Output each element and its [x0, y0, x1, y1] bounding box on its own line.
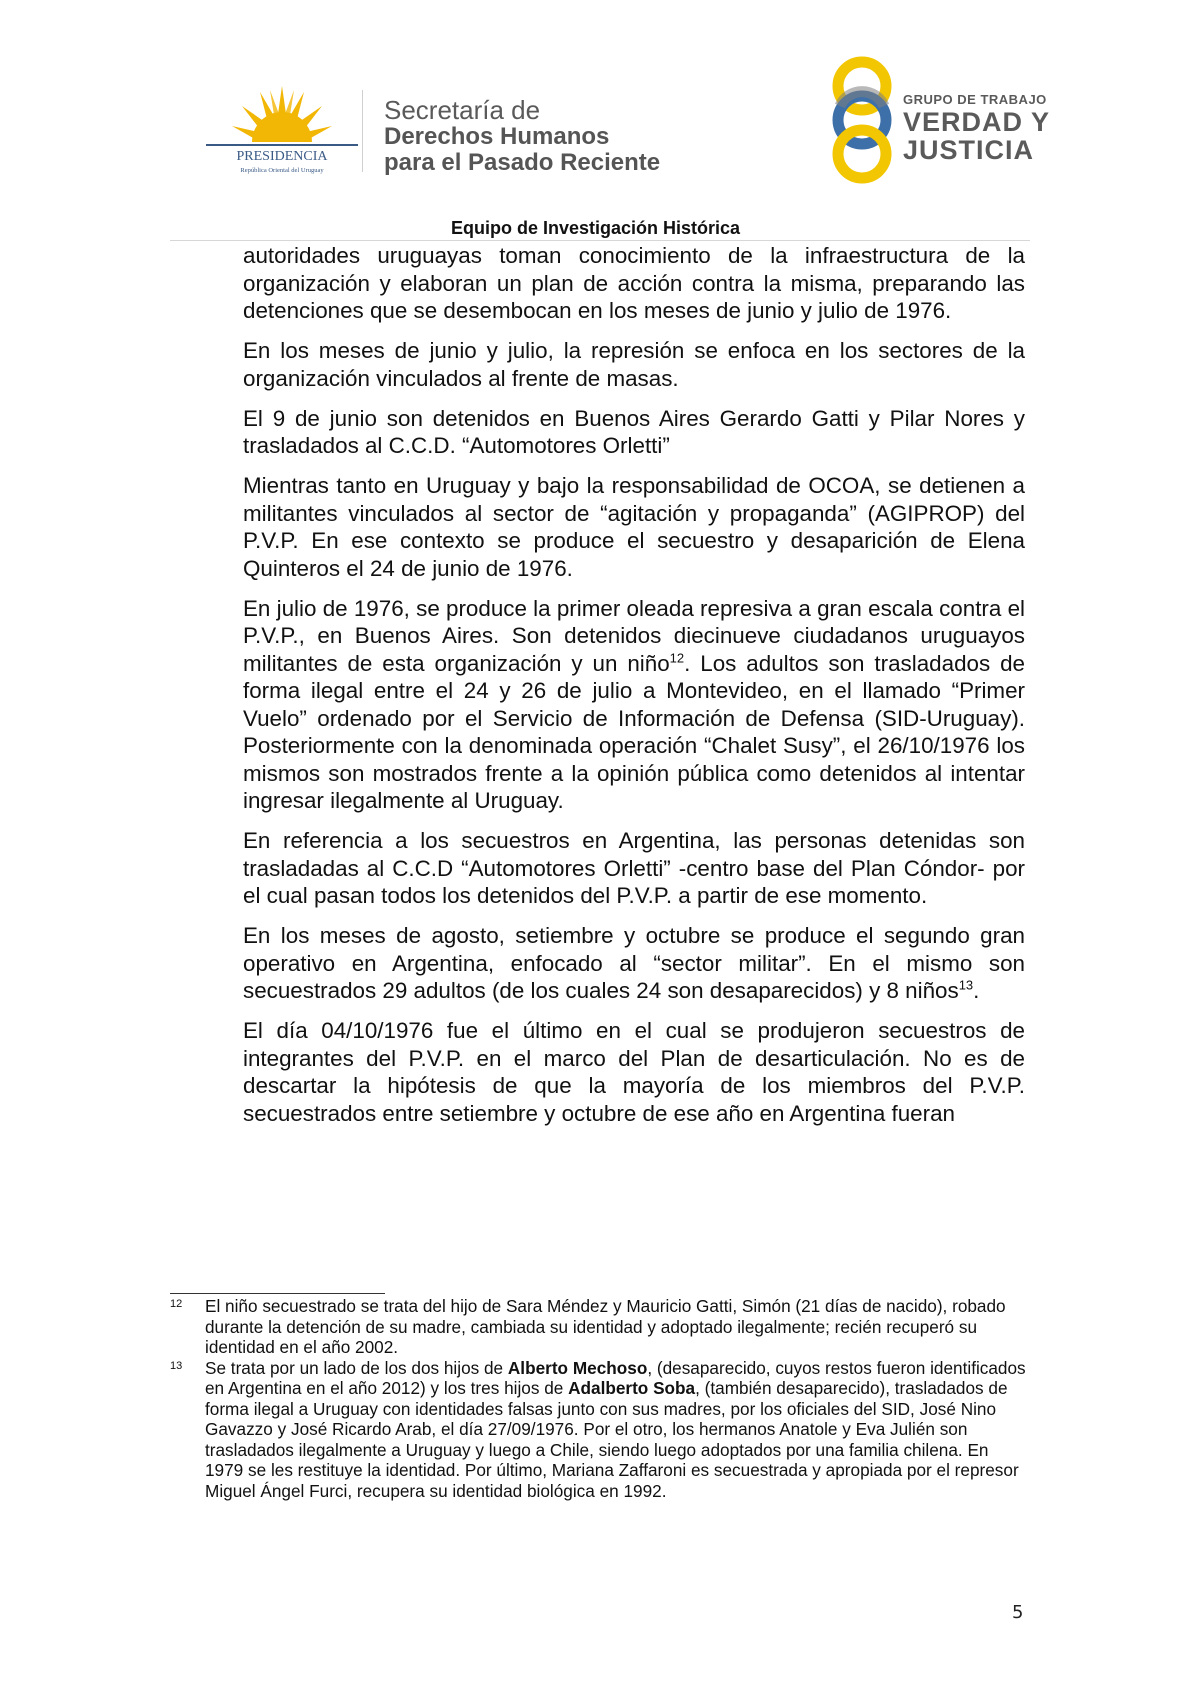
- footnote-ref-13[interactable]: 13: [958, 977, 974, 993]
- verdad-justicia-rings-logo: [822, 56, 902, 184]
- grupo-line2: VERDAD Y: [903, 107, 1051, 137]
- footnote-number: 13: [170, 1359, 183, 1372]
- paragraph: En los meses de junio y julio, la represión se enfoca en los sectores de la organización vinculados al frente de masas.: [243, 338, 1025, 391]
- header-rule: [170, 240, 1030, 241]
- team-heading: Equipo de Investigación Histórica: [450, 218, 741, 238]
- secretaria-line3: para el Pasado Reciente: [384, 149, 661, 176]
- paragraph: Mientras tanto en Uruguay y bajo la responsabilidad de OCOA, se detienen a militantes vinculados al sector de “agitación y propaganda” (AGIPROP) del P.V.P. En ese contexto se produce el secuestro y desaparición de Elena Quinteros el 24 de junio de 1976.: [243, 473, 1025, 581]
- footnote-name-bold: Adalberto Soba: [568, 1378, 696, 1398]
- footnote-text: El niño secuestrado se trata del hijo de Sara Méndez y Mauricio Gatti, Simón (21 días de nacido), robado durante la detención de su madre, cambiada su identidad y adoptado ilegalmente; recién recuperó su identidad en el año 2002.: [205, 1296, 1006, 1357]
- logo-divider: [362, 90, 363, 172]
- presidencia-sun-logo: [200, 84, 364, 176]
- page-number: 5: [1012, 1602, 1024, 1623]
- presidencia-name: PRESIDENCIA: [236, 149, 328, 164]
- paragraph: En referencia a los secuestros en Argentina, las personas detenidas son trasladadas al C.C.D “Automotores Orletti” -centro base del Plan Cóndor- por el cual pasan todos los detenidos del P.V.P. a partir de ese momento.: [243, 828, 1025, 908]
- paragraph-part: En los meses de agosto, setiembre y octubre se produce el segundo gran operativo en Argentina, enfocado al “sector militar”. En el mismo son secuestrados 29 adultos (de los cuales 24 son desaparecidos) y 8 niños: [243, 923, 1025, 1003]
- secretaria-logo-text: [384, 96, 660, 176]
- paragraph: autoridades uruguayas toman conocimiento de la infraestructura de la organización y elaboran un plan de acción contra la misma, preparando las detenciones que se desembocan en los meses de junio y julio de 1976.: [243, 243, 1025, 323]
- footnote-part: , (también desaparecido), trasladados de forma ilegal a Uruguay con identidades falsas junto con sus madres, por los oficiales del SID, José Nino Gavazzo y José Ricardo Arab, el día 27/09/1976. Por el otro, los hermanos Anatole y Eva Julién son trasladados ilegalmente a Uruguay y luego a Chile, siendo luego adoptados por una familia chilena. En 1979 se les restituye la identidad. Por último, Mariana Zaffaroni es secuestrada y apropiada por el represor Miguel Ángel Furci, recupera su identidad biológica en 1992.: [205, 1378, 1019, 1501]
- footnote-name-bold: Alberto Mechoso: [507, 1357, 648, 1378]
- sun-disc: [252, 112, 312, 142]
- verdad-justicia-logo-text: [903, 92, 1050, 164]
- grupo-line1: GRUPO DE TRABAJO: [903, 92, 1047, 107]
- footnote-ref-12[interactable]: 12: [669, 650, 685, 666]
- paragraph-part: En julio de 1976, se produce la primer oleada represiva a gran escala contra el P.V.P., en Buenos Aires. Son detenidos diecinueve ciudadanos uruguayos militantes de esta organización y un niño: [243, 595, 1025, 676]
- footnote-separator: [170, 1293, 385, 1294]
- secretaria-line1: Secretaría de: [384, 95, 541, 125]
- paragraph-part: . Los adultos son trasladados de forma ilegal entre el 24 y 26 de julio a Montevideo, en el llamado “Primer Vuelo” ordenado por el Servicio de Información de Defensa (SID-Uruguay). Posteriormente con la denominada operación “Chalet Susy”, el 26/10/1976 los mismos son mostrados frente a la opinión pública como detenidos al intentar ingresar ilegalmente al Uruguay.: [243, 650, 1025, 813]
- secretaria-line2: Derechos Humanos: [384, 123, 610, 150]
- presidencia-subtitle: República Oriental del Uruguay: [240, 167, 324, 174]
- paragraph: El día 04/10/1976 fue el último en el cual se produjeron secuestros de integrantes del P.V.P. en el marco del Plan de desarticulación. No es de descartar la hipótesis de que la mayoría de los miembros del P.V.P. secuestrados entre setiembre y octubre de ese año en Argentina fueran: [243, 1018, 1025, 1126]
- footnote-12: [170, 1296, 1030, 1358]
- paragraph-footnote-13: [243, 922, 1025, 1005]
- paragraph-footnote-12: [243, 595, 1025, 815]
- paragraph-part: .: [973, 978, 980, 1003]
- footnote-part: Se trata por un lado de los dos hijos de: [205, 1357, 508, 1378]
- footnote-13: [170, 1358, 1030, 1502]
- paragraph: El 9 de junio son detenidos en Buenos Aires Gerardo Gatti y Pilar Nores y trasladados al C.C.D. “Automotores Orletti”: [243, 405, 1025, 458]
- footnotes: [170, 1296, 1030, 1501]
- main-body: [243, 242, 1025, 1140]
- footnote-text: [205, 1358, 1030, 1502]
- footnote-number: 12: [170, 1298, 183, 1310]
- footnote-part: , (desaparecido, cuyos restos fueron identificados en Argentina en el año 2012) y los tres hijos de: [205, 1357, 1026, 1398]
- grupo-line3: JUSTICIA: [903, 135, 1035, 165]
- page-header: [0, 0, 1191, 240]
